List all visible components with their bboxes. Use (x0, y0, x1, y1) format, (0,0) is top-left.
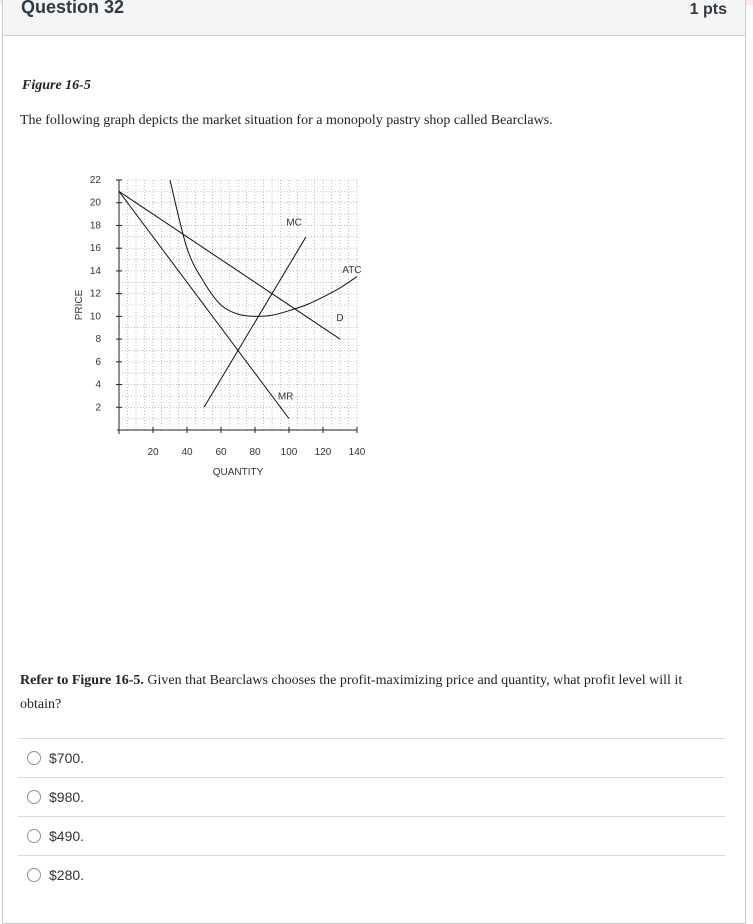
answer-option[interactable] (18, 855, 725, 894)
chart-series (119, 180, 357, 419)
question-header (3, 0, 745, 36)
answer-option[interactable] (18, 816, 725, 855)
monopoly-chart (60, 168, 380, 488)
question-reference: Refer to Figure 16-5. (20, 673, 144, 688)
radio-button-icon[interactable] (27, 868, 41, 882)
y-tick-label: 4 (95, 379, 101, 391)
curve-label-atc: ATC (342, 265, 362, 277)
x-axis-label: QUANTITY (212, 467, 264, 478)
answer-list (18, 738, 725, 894)
radio-button-icon[interactable] (27, 751, 41, 765)
answer-label: $490. (49, 828, 85, 844)
x-tick-label: 20 (147, 447, 159, 458)
y-tick-label: 10 (89, 311, 101, 323)
answer-label: $280. (49, 867, 85, 883)
y-tick-label: 2 (95, 402, 101, 414)
x-tick-label: 140 (348, 447, 366, 458)
answer-label: $980. (49, 789, 85, 805)
y-tick-label: 16 (89, 243, 101, 255)
curve-label-d: D (336, 312, 344, 324)
y-tick-label: 20 (89, 197, 101, 209)
y-tick-label: 8 (95, 334, 101, 346)
x-tick-label: 80 (249, 447, 261, 458)
y-tick-label: 12 (89, 288, 101, 300)
y-tick-label: 6 (95, 356, 101, 368)
radio-button-icon[interactable] (27, 829, 41, 843)
chart-labels (74, 217, 362, 478)
curve-label-mr: MR (277, 391, 294, 403)
y-axis-label: PRICE (74, 289, 85, 321)
question-prompt (20, 669, 725, 717)
y-tick-label: 18 (89, 220, 101, 232)
question-points: 1 pts (689, 1, 727, 18)
radio-button-icon[interactable] (27, 790, 41, 804)
y-tick-label: 22 (89, 175, 101, 186)
answer-option[interactable] (18, 777, 725, 816)
curve-label-mc: MC (286, 217, 302, 229)
x-tick-label: 100 (280, 447, 298, 458)
answer-option[interactable] (18, 738, 725, 777)
x-tick-label: 60 (215, 447, 227, 458)
answer-label: $700. (49, 750, 85, 766)
x-tick-label: 120 (314, 447, 332, 458)
figure-title: Figure 16-5 (22, 78, 91, 93)
y-tick-label: 14 (89, 265, 101, 277)
x-tick-label: 40 (181, 447, 193, 458)
question-title: Question 32 (21, 0, 125, 17)
chart-grid (119, 180, 357, 430)
question-body: Given that Bearclaws chooses the profit-maximizing price and quantity, what profit level will it obtain? (20, 673, 683, 712)
figure-description: The following graph depicts the market situation for a monopoly pastry shop called Bearclaws. (20, 113, 553, 128)
